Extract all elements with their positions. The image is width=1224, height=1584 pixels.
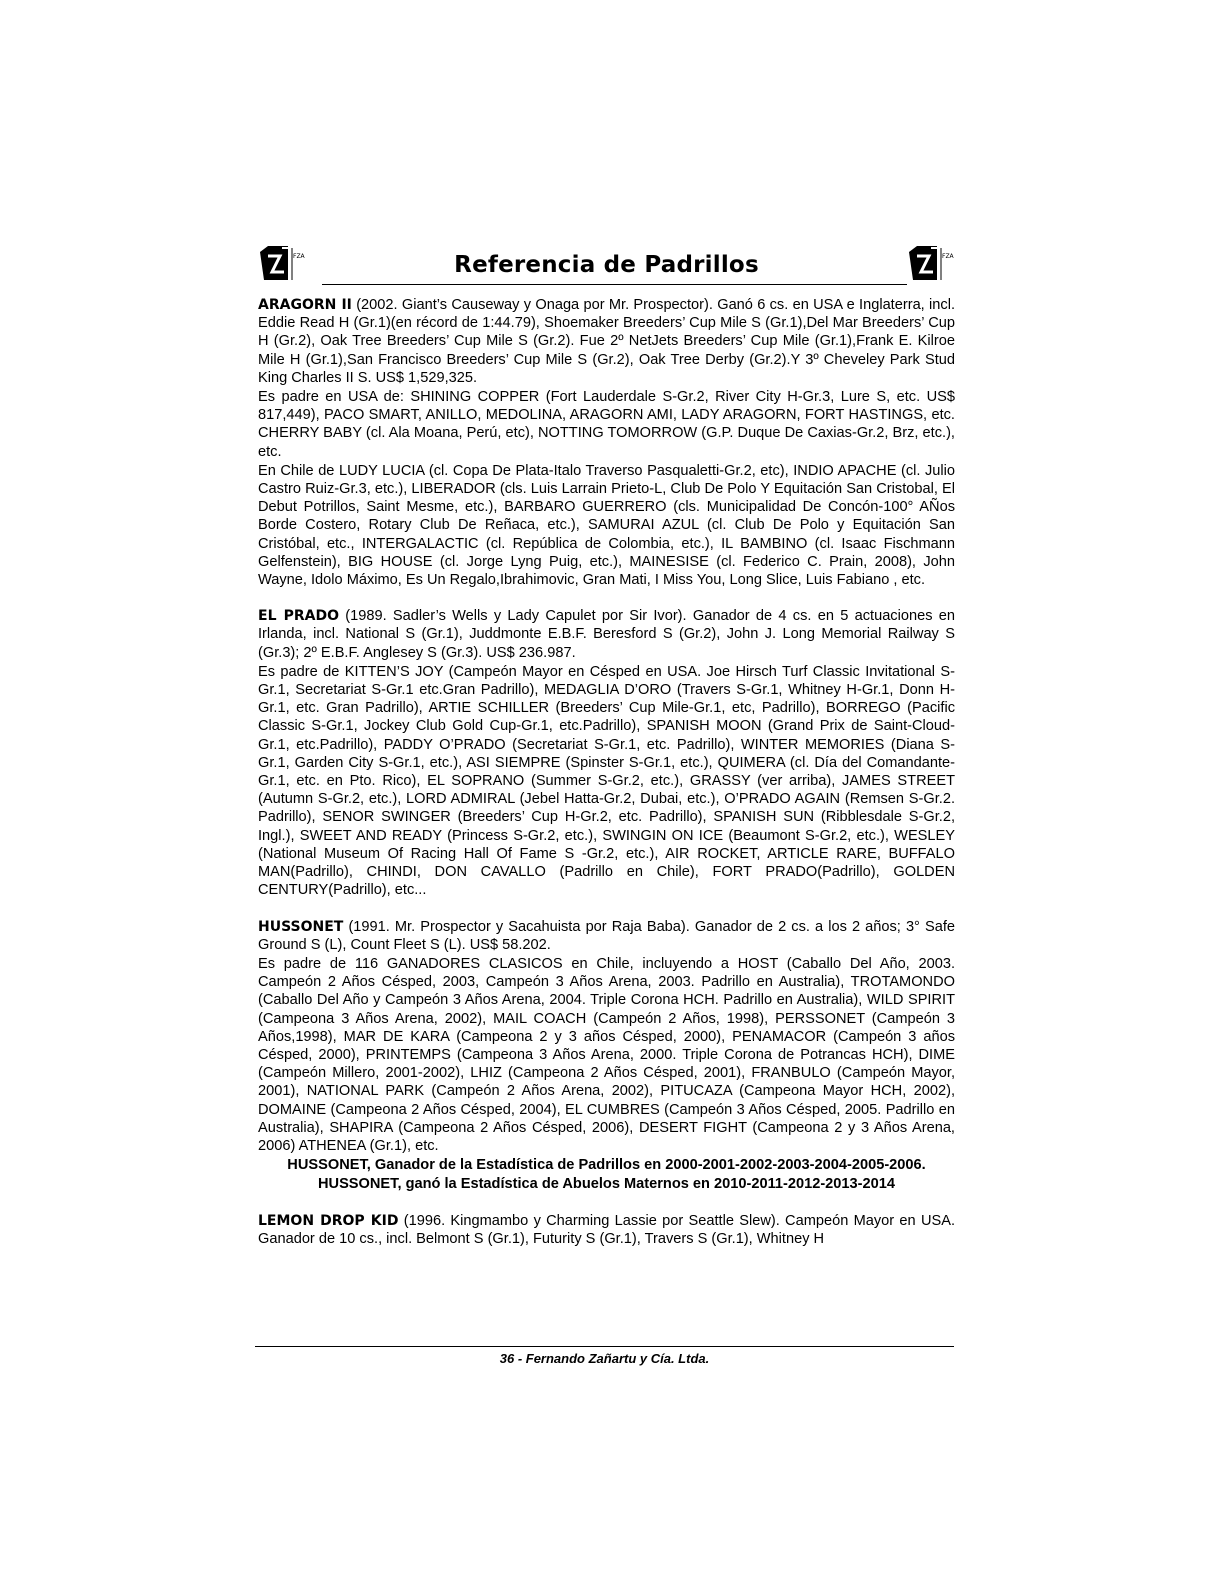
- entry-text: (1991. Mr. Prospector y Sacahuista por Raja Baba). Ganador de 2 cs. a los 2 años; 3° Safe Ground S (L), Count Fleet S (L). US$ 58.202.: [258, 918, 955, 953]
- horse-name: HUSSONET: [258, 918, 344, 935]
- statistic-sires: HUSSONET, Ganador de la Estadística de Padrillos en 2000-2001-2002-2003-2004-2005-2006.: [287, 1157, 926, 1174]
- svg-text:FZA: FZA: [942, 253, 954, 260]
- page-title: Referencia de Padrillos: [454, 252, 759, 278]
- entry-aragorn: [258, 296, 955, 589]
- progeny: Es padre de 116 GANADORES CLASICOS en Chile, incluyendo a HOST (Caballo Del Año, 2003. Campeón 2 Años Césped, 2003, Campeón 3 Años Arena, 2003. Padrillo en Australia), TROTAMONDO (Caballo Del Año y Campeón 3 Años Arena, 2004. Triple Corona HCH. Padrillo en Australia), WILD SPIRIT (Campeona 3 Años Arena, 2002), MAIL COACH (Campeón 2 Años, 1998), PERSSONET (Campeón 3 Años,1998), MAR DE KARA (Campeona 2 y 3 años Césped, 2000), PENAMACOR (Campeón 3 años Césped, 2000), PRINTEMPS (Campeona 3 Años Arena, 2000. Triple Corona de Potrancas HCH), DIME (Campeón Millero, 2001-2002), LHIZ (Campeona 2 Años Césped, 2001), FRANBULO (Campeón Mayor, 2001), NATIONAL PARK (Campeón 2 Años Arena, 2002), PITUCAZA (Campeona Mayor HCH, 2002), DOMAINE (Campeona 2 Años Césped, 2004), EL CUMBRES (Campeón 3 Años Césped, 2005. Padrillo en Australia), SHAPIRA (Campeona 2 Años Césped, 2006), DESERT FIGHT (Campeona 2 y 3 Años Arena, 2006) ATHENEA (Gr.1), etc.: [258, 955, 955, 1154]
- progeny-chile: En Chile de LUDY LUCIA (cl. Copa De Plata-Italo Traverso Pasqualetti-Gr.2, etc), INDIO APACHE (cl. Julio Castro Ruiz-Gr.3, etc.), LIBERADOR (cls. Luis Larrain Prieto-L, Club De Polo Y Equitación San Cristobal, El Debut Potrillos, Saint Mesme, etc.), BARBARO GUERRERO (cls. Municipalidad De Concón-100° AÑos Borde Costero, Rotary Club De Reñaca, etc.), SAMURAI AZUL (cl. Club De Polo y Equitación San Cristóbal, etc., INTERGALACTIC (cl. República de Colombia, etc.), IL BAMBINO (cl. Isaac Fischmann Gelfenstein), BIG HOUSE (cl. Jorge Lyng Puig, etc.), MAINESISE (cl. Federico C. Prain, 2008), John Wayne, Idolo Máximo, Es Un Regalo,Ibrahimovic, Gran Mati, I Miss You, Long Slice, Luis Fabiano , etc.: [258, 462, 955, 589]
- entry-intro: [258, 607, 955, 662]
- page-footer: [255, 1346, 954, 1366]
- entry-el-prado: [258, 607, 955, 899]
- entry-hussonet: [258, 918, 955, 1194]
- header-rule: [322, 284, 907, 285]
- entry-lemon-drop-kid: [258, 1212, 955, 1248]
- entry-intro: [258, 1212, 955, 1248]
- page: [258, 242, 955, 1266]
- entry-text: (1989. Sadler’s Wells y Lady Capulet por Sir Ivor). Ganador de 4 cs. en 5 actuaciones en Irlanda, incl. National S (Gr.1), Juddmonte E.B.F. Beresford S (Gr.2), John J. Long Memorial Railway S (Gr.3); 2º E.B.F. Anglesey S (Gr.3). US$ 236.987.: [258, 608, 955, 661]
- progeny-usa: Es padre en USA de: SHINING COPPER (Fort Lauderdale S-Gr.2, River City H-Gr.3, Lure S, etc. US$ 817,449), PACO SMART, ANILLO, MEDOLINA, ARAGORN AMI, LADY ARAGORN, FORT HASTINGS, etc. CHERRY BABY (cl. Ala Moana, Perú, etc), NOTTING TOMORROW (G.P. Duque De Caxias-Gr.2, Brz, etc.), etc.: [258, 389, 955, 460]
- document-body: [258, 296, 955, 1248]
- svg-text:FZA: FZA: [293, 253, 305, 260]
- progeny: Es padre de KITTEN’S JOY (Campeón Mayor en Césped en USA. Joe Hirsch Turf Classic Invitational S-Gr.1, Secretariat S-Gr.1 etc.Gran Padrillo), MEDAGLIA D’ORO (Travers S-Gr.1, Whitney H-Gr.1, Donn H-Gr.1, etc. Gran Padrillo), ARTIE SCHILLER (Breeders’ Cup Mile-Gr.1, etc, Padrillo), BORREGO (Pacific Classic S-Gr.1, Jockey Club Gold Cup-Gr.1, etc.Padrillo), SPANISH MOON (Grand Prix de Saint-Cloud-Gr.1, etc.Padrillo), PADDY O’PRADO (Secretariat S-Gr.1, etc. Padrillo), WINTER MEMORIES (Diana S-Gr.1, Garden City S-Gr.1, etc.), ASI SIEMPRE (Spinster S-Gr.1, etc.), QUIMERA (cl. Día del Comandante-Gr.1, etc. en Pto. Rico), EL SOPRANO (Summer S-Gr.2, etc.), GRASSY (ver arriba), JAMES STREET (Autumn S-Gr.2, etc.), LORD ADMIRAL (Jebel Hatta-Gr.2, Dubai, etc.), O’PRADO AGAIN (Remsen S-Gr.2. Padrillo), SENOR SWINGER (Breeders’ Cup H-Gr.2, etc. Padrillo), SPANISH SUN (Ribblesdale S-Gr.2, Ingl.), SWEET AND READY (Princess S-Gr.2, etc.), SWINGIN ON ICE (Beaumont S-Gr.2, etc.), WESLEY (National Museum Of Racing Hall Of Fame S -Gr.2, etc.), AIR ROCKET, ARTICLE RARE, BUFFALO MAN(Padrillo), CHINDI, DON CAVALLO (Padrillo en Chile), FORT PRADO(Padrillo), GOLDEN CENTURY(Padrillo), etc...: [258, 663, 955, 899]
- entry-intro: [258, 296, 955, 387]
- horse-name: ARAGORN II: [258, 297, 352, 313]
- entry-intro: [258, 918, 955, 954]
- entry-text: (2002. Giant’s Causeway y Onaga por Mr. Prospector). Ganó 6 cs. en USA e Inglaterra, incl. Eddie Read H (Gr.1)(en récord de 1:44.79), Shoemaker Breeders’ Cup Mile S (Gr.1),Del Mar Breeders’ Cup H (Gr.2), Oak Tree Breeders’ Cup Mile S (Gr.2). Fue 2º NetJets Breeders’ Cup Mile (Gr.1),Frank E. Kilroe Mile H (Gr.1),San Francisco Breeders’ Cup Mile S (Gr.2), Oak Tree Derby (Gr.2).Y 3º Cheveley Park Stud King Charles II S. US$ 1,529,325.: [258, 297, 955, 386]
- page-header: [258, 242, 955, 290]
- statistic-broodmare-sires: HUSSONET, ganó la Estadística de Abuelos Maternos en 2010-2011-2012-2013-2014: [318, 1176, 895, 1193]
- horse-name: LEMON DROP KID: [258, 1212, 399, 1229]
- horse-name: EL PRADO: [258, 608, 339, 625]
- entry-text: (1996. Kingmambo y Charming Lassie por Seattle Slew). Campeón Mayor en USA. Ganador de 10 cs., incl. Belmont S (Gr.1), Futurity S (Gr.1), Travers S (Gr.1), Whitney H: [258, 1212, 956, 1247]
- footer-rule: [255, 1346, 954, 1347]
- footer-text: 36 - Fernando Zañartu y Cía. Ltda.: [499, 1351, 710, 1366]
- fz-logo-right: [907, 244, 955, 284]
